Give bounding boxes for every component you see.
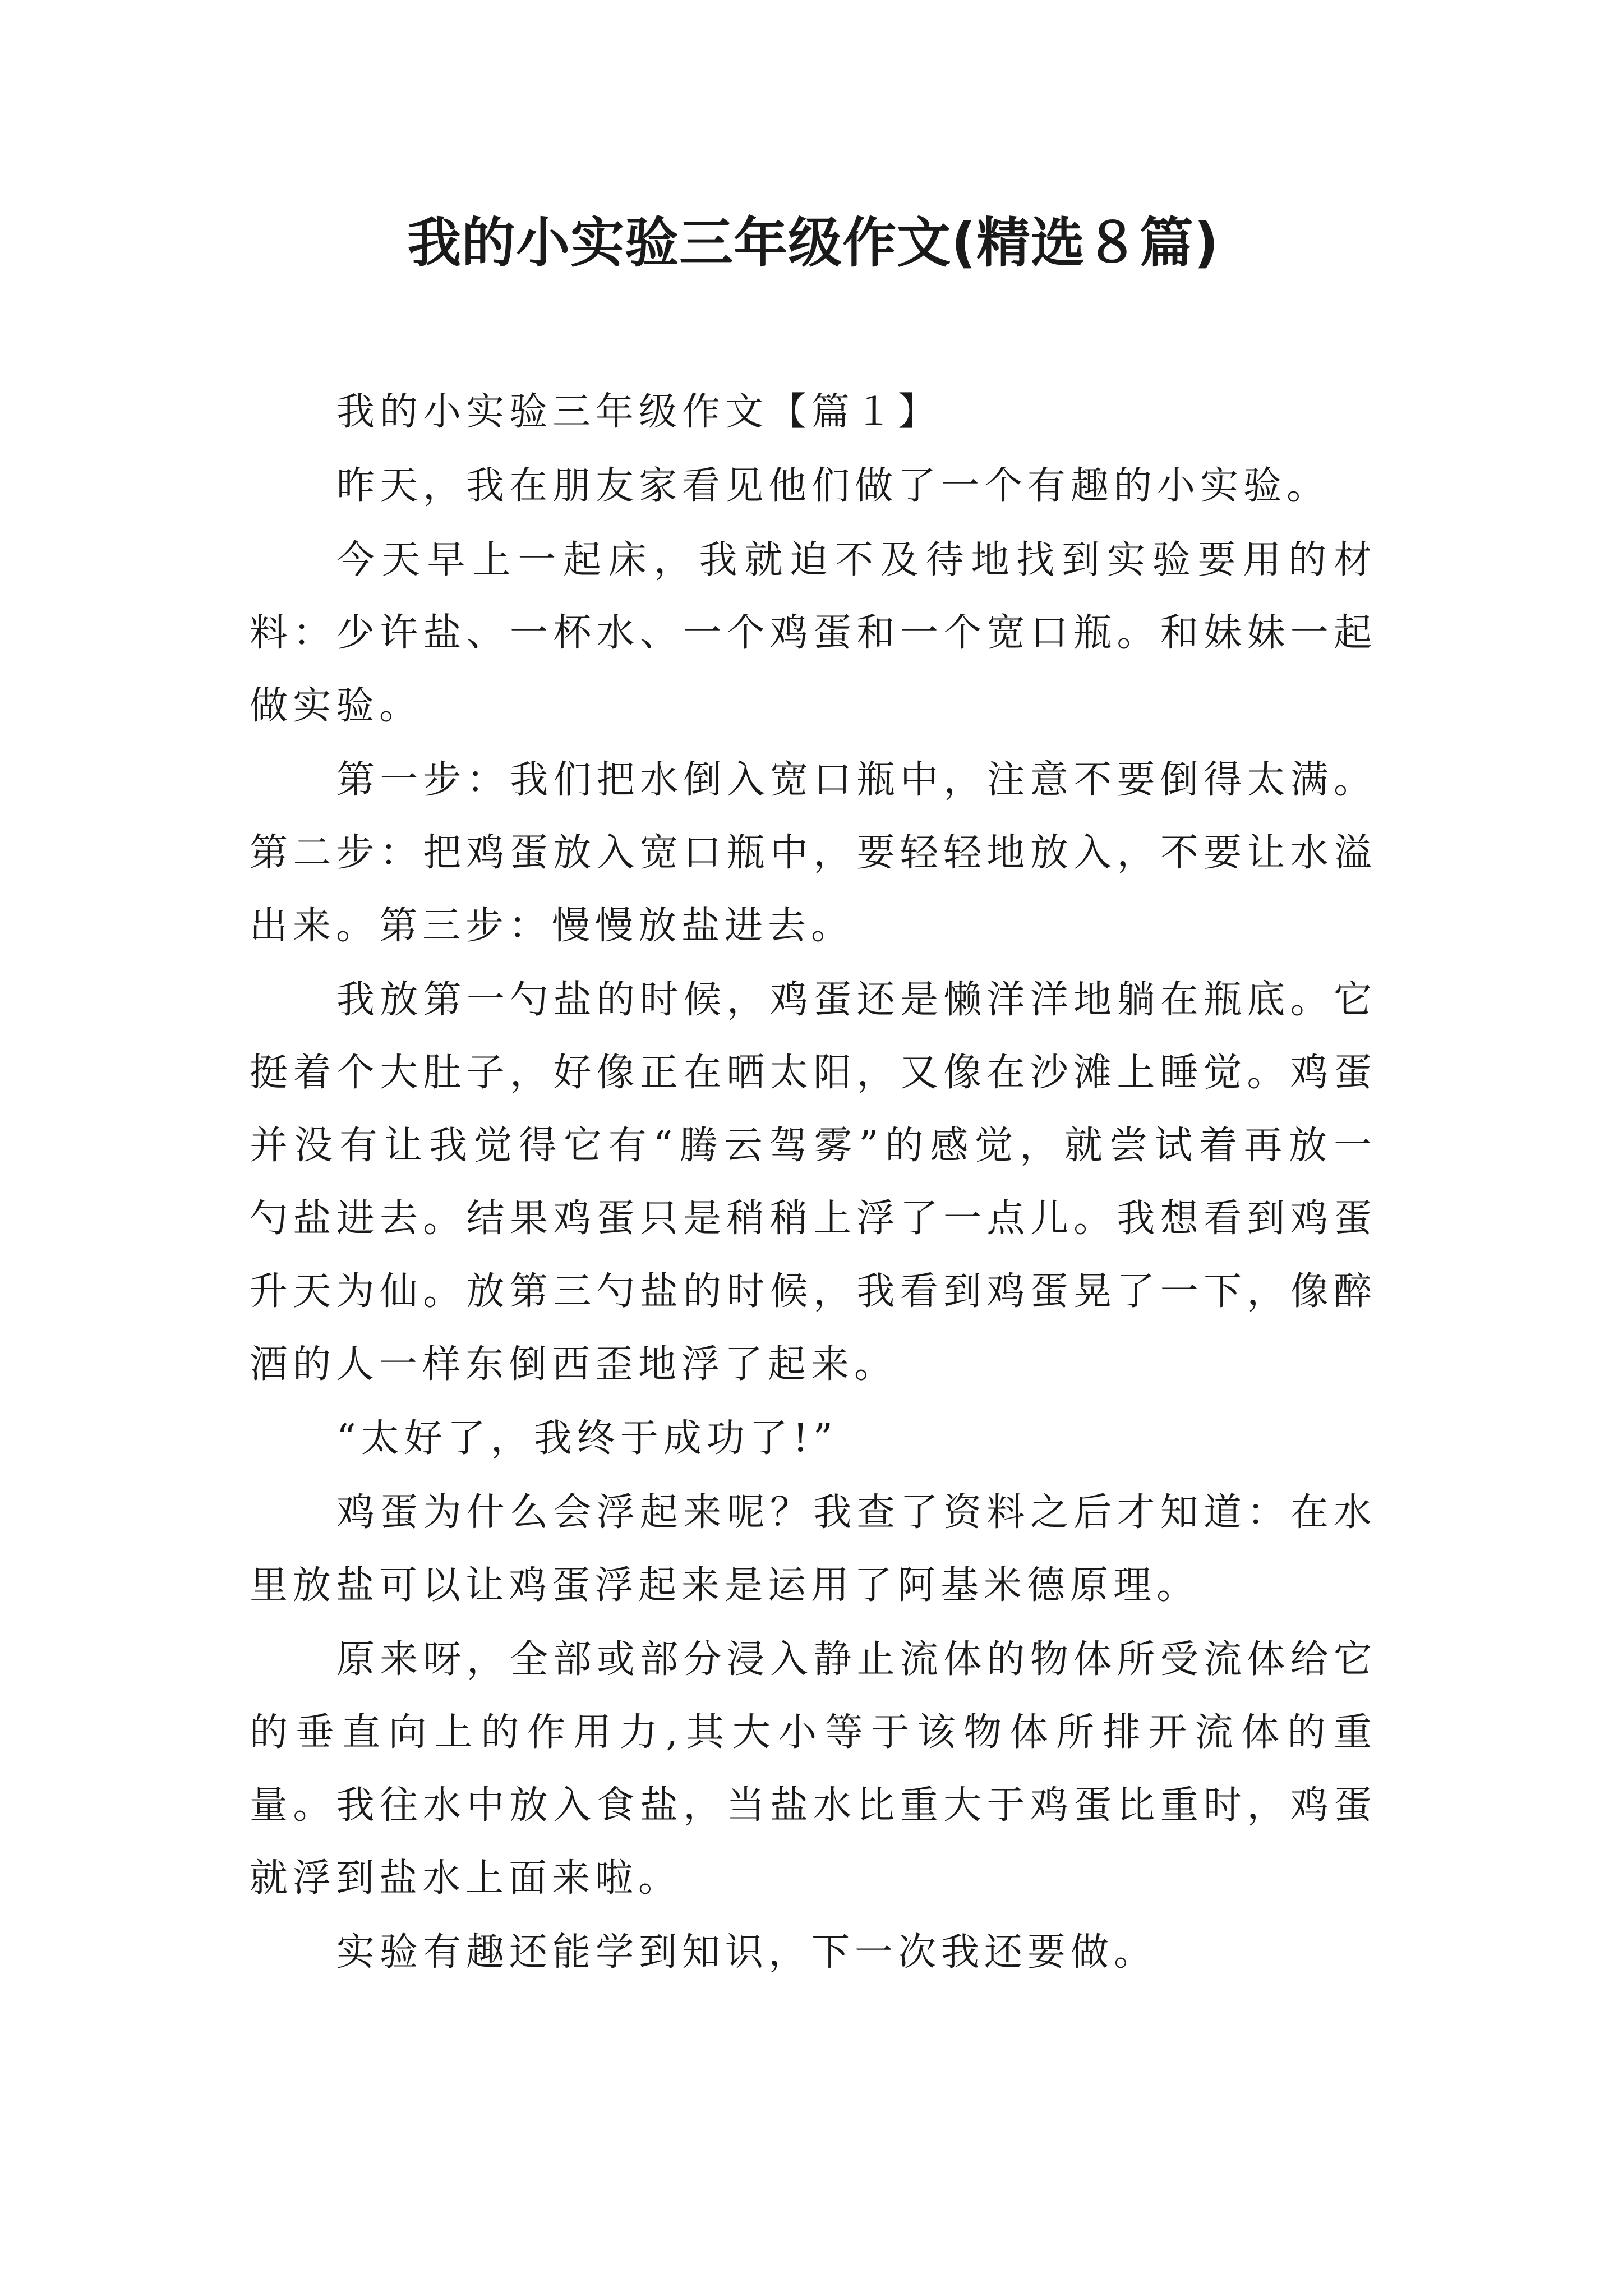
paragraph: 我放第一勺盐的时候，鸡蛋还是懒洋洋地躺在瓶底。它挺着个大肚子，好像正在晒太阳，又像在沙滩上睡觉。鸡蛋并没有让我觉得它有“腾云驾雾”的感觉，就尝试着再放一勺盐进去。结果鸡蛋只是稍稍上浮了一点儿。我想看到鸡蛋升天为仙。放第三勺盐的时候，我看到鸡蛋晃了一下，像醉酒的人一样东倒西歪地浮了起来。 bbox=[250, 978, 1377, 1387]
paragraph: 昨天，我在朋友家看见他们做了一个有趣的小实验。 bbox=[336, 464, 1330, 508]
paragraph: 第一步：我们把水倒入宽口瓶中，注意不要倒得太满。第二步：把鸡蛋放入宽口瓶中，要轻轻地放入，不要让水溢出来。第三步：慢慢放盐进去。 bbox=[250, 758, 1377, 948]
paragraph: 今天早上一起床，我就迫不及待地找到实验要用的材料：少许盐、一杯水、一个鸡蛋和一个宽口瓶。和妹妹一起做实验。 bbox=[250, 538, 1377, 728]
paragraph: 鸡蛋为什么会浮起来呢？我查了资料之后才知道：在水里放盐可以让鸡蛋浮起来是运用了阿基米德原理。 bbox=[250, 1490, 1377, 1608]
document-body bbox=[250, 376, 1377, 1990]
document-title: 我的小实验三年级作文(精选８篇) bbox=[407, 211, 1219, 274]
paragraph: 原来呀，全部或部分浸入静止流体的物体所受流体给它的垂直向上的作用力,其大小等于该物体所排开流体的重量。我往水中放入食盐，当盐水比重大于鸡蛋比重时，鸡蛋就浮到盐水上面来啦。 bbox=[250, 1637, 1377, 1901]
paragraph: “太好了，我终于成功了!” bbox=[336, 1416, 838, 1461]
section-heading: 我的小实验三年级作文【篇１】 bbox=[336, 390, 942, 434]
paragraph: 实验有趣还能学到知识，下一次我还要做。 bbox=[336, 1930, 1158, 1975]
